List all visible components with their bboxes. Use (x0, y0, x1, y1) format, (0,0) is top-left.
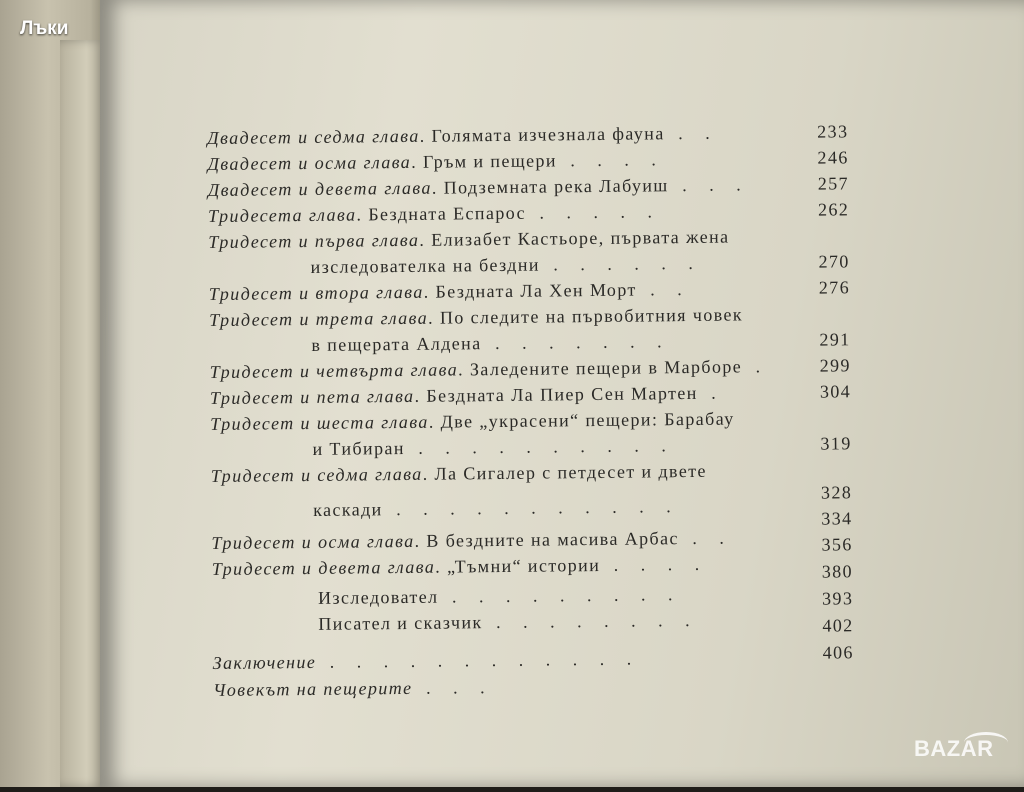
toc-page-number: 246 (817, 147, 848, 168)
toc-title: Писател и сказчик (318, 612, 482, 634)
toc-title: . В безднитe на масива Арбас (414, 528, 678, 551)
toc-entry-3 (208, 174, 750, 201)
toc-chapter: Тридесет и четвърта глава (210, 359, 459, 382)
toc-entry-5 (208, 227, 729, 253)
toc-chapter: Тридесет и шеста глава (210, 412, 429, 434)
toc-entry-21 (213, 677, 494, 701)
toc-entry-2 (207, 149, 665, 175)
toc-page-number: 328 (821, 482, 852, 503)
toc-leader: . . . . (600, 554, 708, 575)
bazar-logo (914, 736, 994, 762)
toc-chapter: Двадесет и девета глава (208, 178, 432, 200)
toc-chapter: Заключение (213, 652, 317, 673)
toc-page-number: 402 (822, 615, 853, 636)
toc-entry-13 (312, 435, 675, 460)
toc-leader: . . . (669, 174, 750, 195)
toc-title: . Бездната Еспарос (356, 203, 526, 225)
toc-title: . По следите на първобитния човек (428, 304, 743, 327)
toc-chapter: Тридесет и осма глава (211, 531, 414, 553)
toc-page-number: 233 (817, 121, 848, 142)
toc-title: . Две „украсени“ пещери: Барабау (429, 409, 735, 432)
toc-title: . „Тъмни“ истории (435, 555, 600, 577)
toc-title: Изследовател (318, 587, 439, 608)
toc-leader: . . (679, 528, 733, 549)
toc-chapter: Тридесета глава (208, 204, 357, 226)
toc-entry-10 (210, 356, 770, 383)
toc-chapter: Тридесет и пета глава (210, 386, 415, 408)
toc-entry-1 (207, 123, 719, 149)
toc-title: изследователка на бездни (310, 255, 539, 277)
toc-title: . Подземната река Лабуиш (432, 175, 669, 197)
toc-title: и Тибиран (312, 438, 405, 459)
toc-title: . Елизабет Кастьоре, първата жена (419, 227, 729, 250)
toc-entry-14 (211, 461, 707, 487)
toc-entry-18 (318, 584, 682, 609)
toc-title: . Голямата изчезнала фауна (420, 123, 665, 146)
toc-leader: . . . . . . . . . . . (383, 496, 680, 519)
toc-leader: . (698, 383, 725, 403)
toc-title: . Заледените пещери в Марборе (458, 356, 742, 379)
toc-chapter: Тридесет и втора глава (209, 282, 424, 304)
toc-chapter: Тридесет и девета глава (212, 557, 436, 579)
toc-title: . Бездната Ла Пиер Сен Мартен (414, 383, 697, 406)
bazar-logo-text: BAZAR (914, 736, 994, 761)
toc-page-number: 304 (820, 381, 851, 402)
toc-page-number: 291 (819, 329, 850, 350)
toc-entry-15 (313, 496, 680, 521)
toc-page-number: 299 (820, 355, 851, 376)
toc-entry-6 (310, 253, 701, 278)
toc-entry-4 (208, 201, 661, 227)
toc-title: каскади (313, 499, 383, 520)
toc-leader: . . . . . (526, 201, 661, 222)
toc-entry-19 (318, 610, 698, 635)
toc-title: . Гръм и пещери (411, 150, 557, 172)
toc-chapter: Двадесет и седма глава (207, 126, 420, 148)
toc-chapter: Тридесет и първа глава (208, 230, 419, 252)
toc-page-number: 356 (821, 534, 852, 555)
toc-leader: . (742, 356, 769, 376)
toc-chapter: Двадесет и осма глава (207, 152, 411, 174)
toc-entry-17 (212, 554, 709, 580)
toc-title: в пещерата Алдена (311, 333, 481, 355)
toc-page-number: 276 (819, 277, 850, 298)
toc-title: . Бездната Ла Хен Морт (424, 280, 637, 302)
toc-entry-11 (210, 383, 725, 409)
toc-entry-8 (209, 304, 743, 331)
toc-leader: . . . . . . . . . . (405, 435, 675, 458)
toc-chapter: Тридесет и трета глава (209, 308, 428, 330)
toc-page-number: 406 (823, 642, 854, 663)
toc-leader: . . . . . . . . (483, 610, 699, 632)
toc-leader: . . . (412, 677, 493, 698)
toc-page-number: 262 (818, 199, 849, 220)
toc-page-number: 334 (821, 508, 852, 529)
toc-page-number: 257 (818, 173, 849, 194)
logo-arc-icon (964, 732, 1008, 753)
toc-leader: . . . . . . . . . (438, 584, 681, 607)
toc-entry-9 (311, 331, 670, 356)
toc-leader: . . . . . . . (481, 331, 670, 353)
toc-page-number: 380 (822, 561, 853, 582)
toc-entry-7 (209, 279, 691, 305)
toc-title: . Ла Сигалер с петдесет и двете (423, 461, 707, 484)
toc-page-number: 393 (822, 588, 853, 609)
toc-entry-12 (210, 409, 735, 435)
toc-leader: . . (637, 279, 691, 300)
toc-entry-20 (213, 649, 641, 674)
toc-leader: . . . . . . (540, 253, 702, 275)
toc-page-number: 319 (820, 433, 851, 454)
toc-chapter: Тридесет и седма глава (211, 464, 423, 486)
toc-chapter: Човекът на пещерите (213, 678, 413, 700)
toc-leader: . . . . (557, 149, 665, 170)
toc-leader: . . (665, 123, 719, 144)
toc-page-number: 270 (818, 251, 849, 272)
toc-entry-16 (211, 528, 733, 554)
toc-leader: . . . . . . . . . . . . (316, 649, 640, 672)
site-label: Лъки (20, 18, 68, 40)
